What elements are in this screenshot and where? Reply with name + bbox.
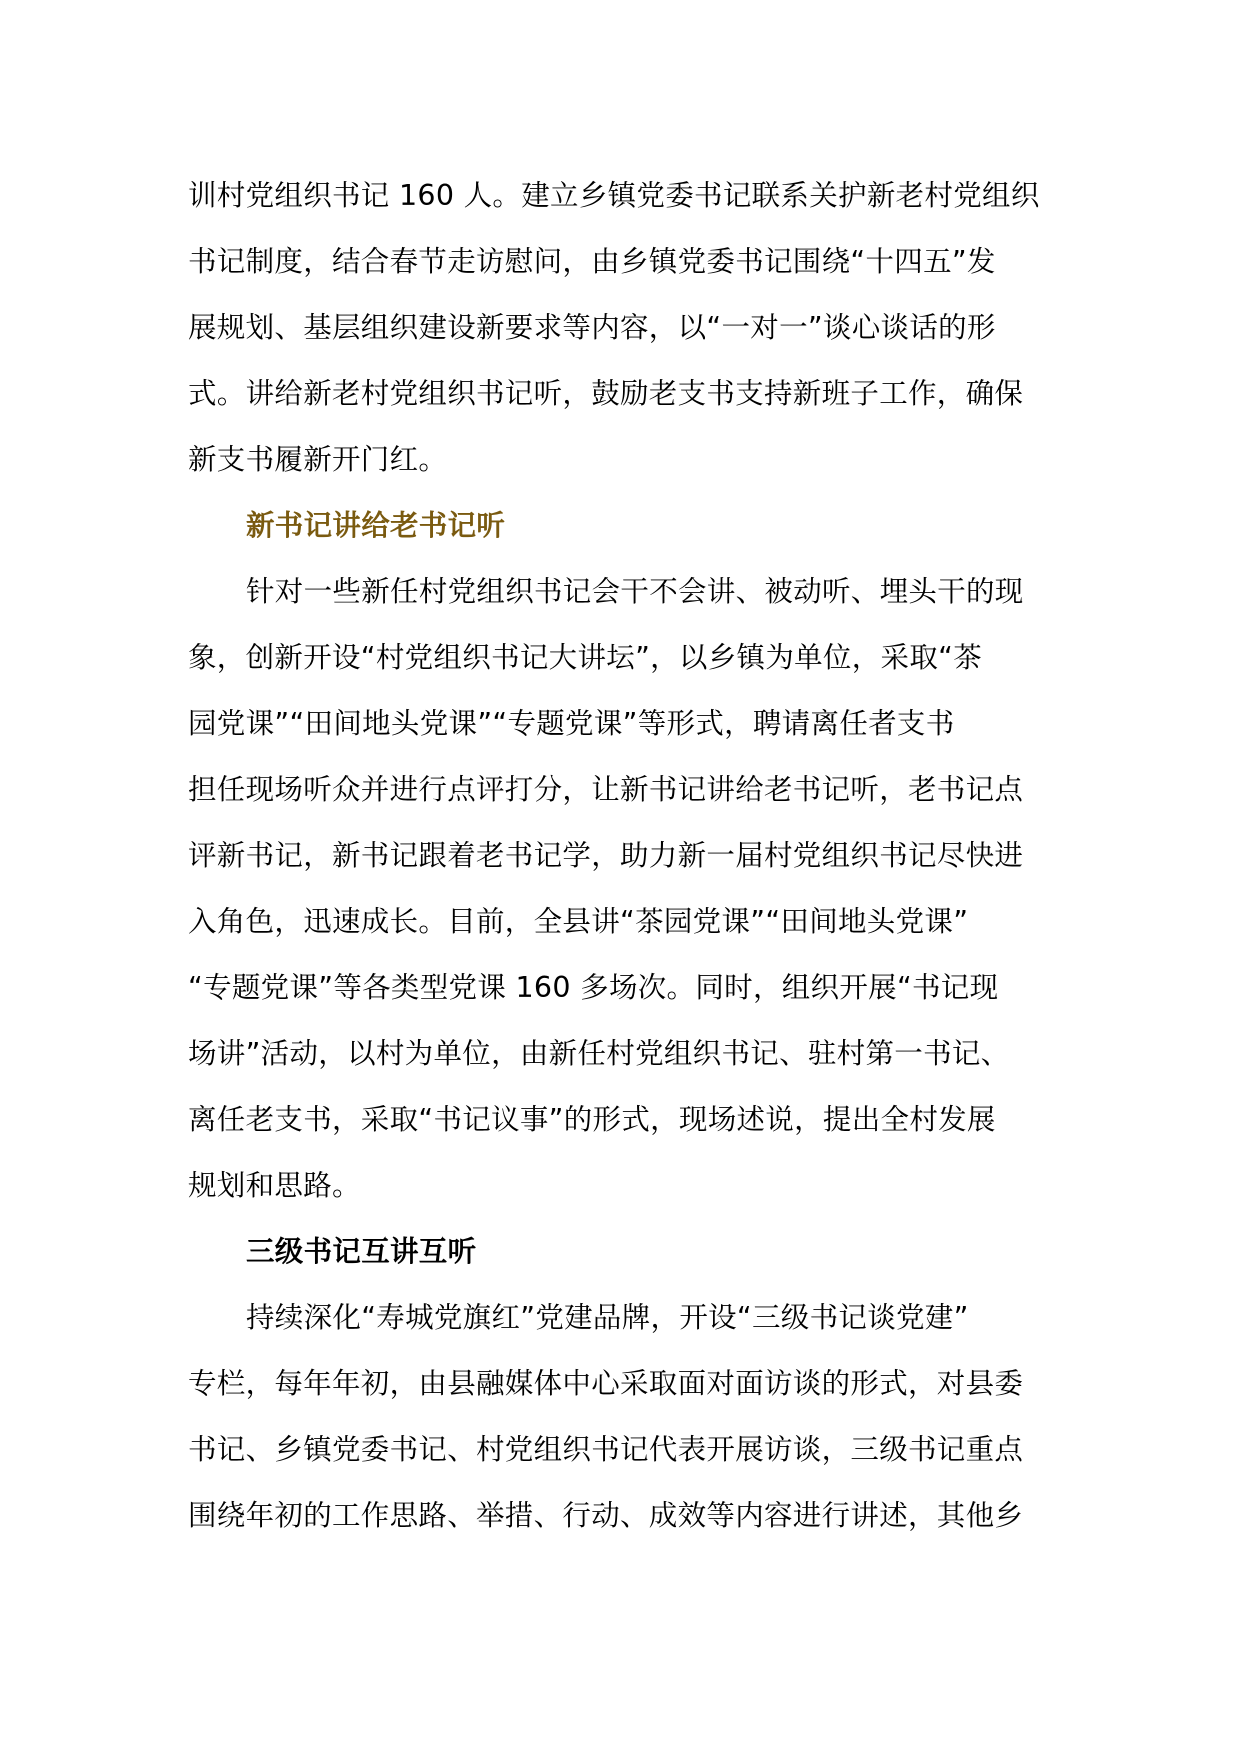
section-heading-new-secretary: 新书记讲给老书记听 bbox=[246, 509, 506, 542]
paragraph-line: 象，创新开设“村党组织书记大讲坛”，以乡镇为单位，采取“茶 bbox=[188, 641, 982, 674]
paragraph-line: 围绕年初的工作思路、举措、行动、成效等内容进行讲述，其他乡 bbox=[188, 1499, 1024, 1532]
paragraph-line: 针对一些新任村党组织书记会干不会讲、被动听、埋头干的现 bbox=[246, 575, 1024, 608]
paragraph-line: “专题党课”等各类型党课 160 多场次。同时，组织开展“书记现 bbox=[188, 971, 999, 1004]
paragraph-line: 离任老支书，采取“书记议事”的形式，现场述说，提出全村发展 bbox=[188, 1103, 996, 1136]
paragraph-line: 书记制度，结合春节走访慰问，由乡镇党委书记围绕“十四五”发 bbox=[188, 245, 996, 278]
paragraph-line: 书记、乡镇党委书记、村党组织书记代表开展访谈，三级书记重点 bbox=[188, 1433, 1024, 1466]
paragraph-line: 场讲”活动，以村为单位，由新任村党组织书记、驻村第一书记、 bbox=[188, 1037, 1010, 1070]
paragraph-line: 持续深化“寿城党旗红”党建品牌，开设“三级书记谈党建” bbox=[246, 1301, 969, 1334]
paragraph-line: 新支书履新开门红。 bbox=[188, 443, 448, 476]
paragraph-line: 式。讲给新老村党组织书记听，鼓励老支书支持新班子工作，确保 bbox=[188, 377, 1024, 410]
paragraph-line: 展规划、基层组织建设新要求等内容，以“一对一”谈心谈话的形 bbox=[188, 311, 996, 344]
paragraph-line: 专栏，每年年初，由县融媒体中心采取面对面访谈的形式，对县委 bbox=[188, 1367, 1024, 1400]
paragraph-line: 入角色，迅速成长。目前，全县讲“茶园党课”“田间地头党课” bbox=[188, 905, 969, 938]
paragraph-line: 训村党组织书记 160 人。建立乡镇党委书记联系关护新老村党组织 bbox=[188, 179, 1040, 212]
paragraph-line: 评新书记，新书记跟着老书记学，助力新一届村党组织书记尽快进 bbox=[188, 839, 1024, 872]
paragraph-line: 园党课”“田间地头党课”“专题党课”等形式，聘请离任者支书 bbox=[188, 707, 955, 740]
paragraph-line: 规划和思路。 bbox=[188, 1169, 361, 1202]
section-heading-three-level: 三级书记互讲互听 bbox=[246, 1235, 477, 1268]
paragraph-line: 担任现场听众并进行点评打分，让新书记讲给老书记听，老书记点 bbox=[188, 773, 1024, 806]
document-body bbox=[188, 163, 1053, 1549]
